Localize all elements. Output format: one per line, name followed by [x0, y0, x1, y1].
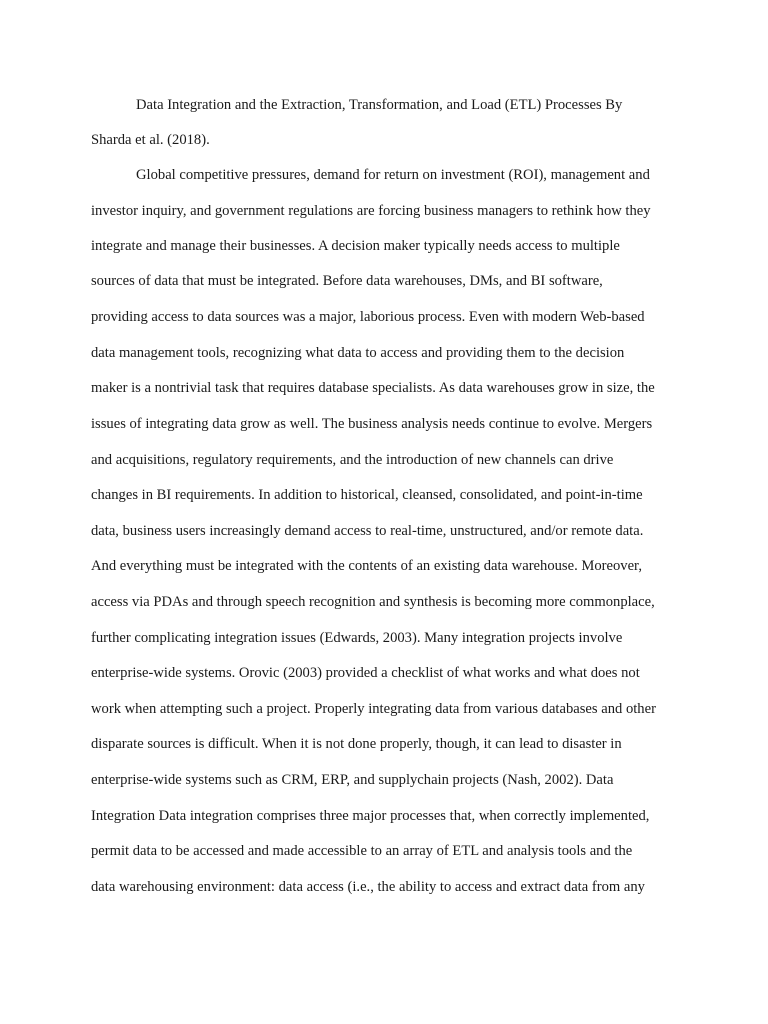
paragraph-line-20: permit data to be accessed and made accessible to an array of ETL and analysis tools and the — [91, 843, 633, 859]
paragraph-line-7: maker is a nontrivial task that requires database specialists. As data warehouses grow in size, the — [91, 380, 655, 396]
paragraph-line-17: disparate sources is difficult. When it is not done properly, though, it can lead to disaster in — [91, 736, 622, 752]
paragraph-line-13: access via PDAs and through speech recognition and synthesis is becoming more commonplace, — [91, 594, 655, 610]
paragraph-line-8: issues of integrating data grow as well. The business analysis needs continue to evolve. Mergers — [91, 416, 653, 432]
paragraph-line-4: sources of data that must be integrated. Before data warehouses, DMs, and BI software, — [91, 273, 603, 289]
paragraph-line-3: integrate and manage their businesses. A decision maker typically needs access to multiple — [91, 238, 620, 254]
paragraph-line-10: changes in BI requirements. In addition to historical, cleansed, consolidated, and point-in-time — [91, 487, 643, 503]
title-line-2: Sharda et al. (2018). — [91, 132, 210, 148]
paragraph-line-18: enterprise-wide systems such as CRM, ERP, and supplychain projects (Nash, 2002). Data — [91, 772, 614, 788]
paragraph-line-19: Integration Data integration comprises three major processes that, when correctly implemented, — [91, 808, 650, 824]
paragraph-line-5: providing access to data sources was a major, laborious process. Even with modern Web-based — [91, 309, 645, 325]
paragraph-line-6: data management tools, recognizing what data to access and providing them to the decision — [91, 345, 625, 361]
paragraph-line-16: work when attempting such a project. Properly integrating data from various databases and other — [91, 701, 656, 717]
paragraph-line-9: and acquisitions, regulatory requirements, and the introduction of new channels can drive — [91, 452, 614, 468]
paragraph-line-14: further complicating integration issues (Edwards, 2003). Many integration projects involve — [91, 630, 623, 646]
paragraph-line-11: data, business users increasingly demand access to real-time, unstructured, and/or remote data. — [91, 523, 644, 539]
paragraph-line-12: And everything must be integrated with the contents of an existing data warehouse. Moreover, — [91, 558, 642, 574]
title-line-1: Data Integration and the Extraction, Transformation, and Load (ETL) Processes By — [136, 97, 623, 113]
paragraph-line-1: Global competitive pressures, demand for return on investment (ROI), management and — [136, 167, 650, 183]
paragraph-line-21: data warehousing environment: data access (i.e., the ability to access and extract data from any — [91, 879, 645, 895]
paragraph-line-15: enterprise-wide systems. Orovic (2003) provided a checklist of what works and what does not — [91, 665, 640, 681]
paragraph-line-2: investor inquiry, and government regulations are forcing business managers to rethink how they — [91, 203, 651, 219]
